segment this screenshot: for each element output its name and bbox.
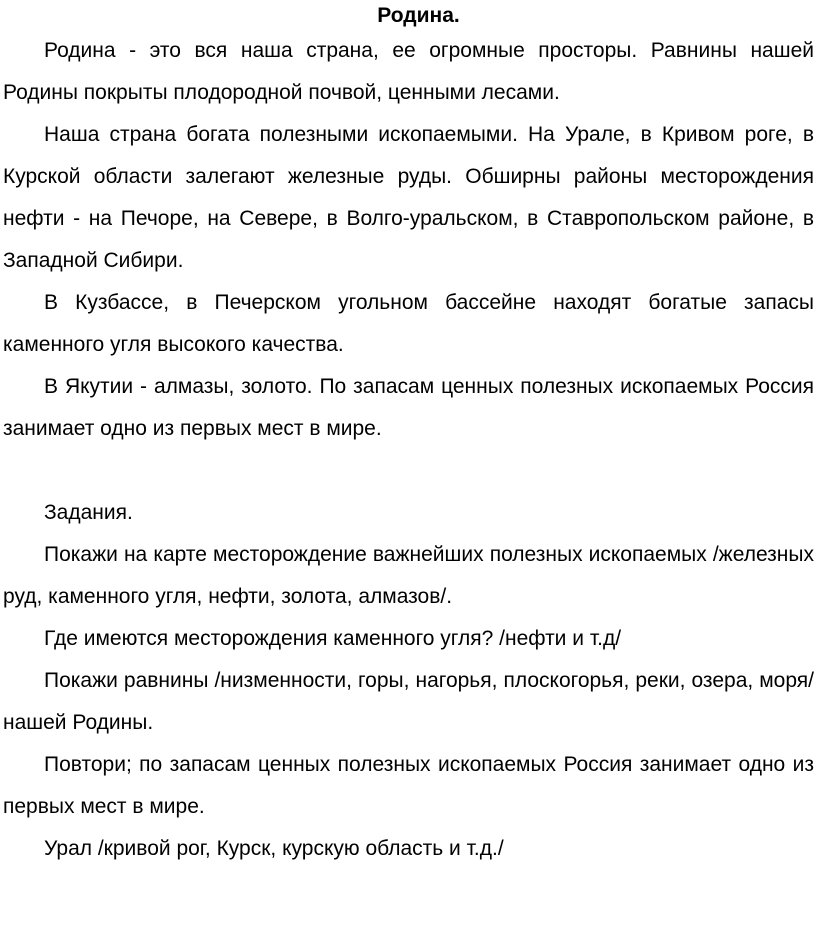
paragraph-coal: В Кузбассе, в Печерском угольном бассейне находят богатые запасы каменного угля высокого качества. [3,291,814,356]
document-page [3,0,814,870]
blank-line [3,450,814,492]
task-item-repeat: Повтори; по запасам ценных полезных ископаемых Россия занимает одно из первых мест в мире. [3,753,814,818]
paragraph-motherland: Родина - это вся наша страна, ее огромные просторы. Равнины нашей Родины покрыты плодородной почвой, ценными лесами. [3,39,814,104]
document-title: Родина. [377,4,460,27]
task-item-coal: Где имеются месторождения каменного угля? /нефти и т.д/ [44,627,622,650]
tasks-heading: Задания. [44,501,133,524]
task-item-plains: Покажи равнины /низменности, горы, нагорья, плоскогорья, реки, озера, моря/ нашей Родины. [3,669,814,734]
task-item-ural: Урал /кривой рог, Курск, курскую область и т.д./ [44,837,504,860]
paragraph-yakutia: В Якутии - алмазы, золото. По запасам ценных полезных ископаемых Россия занимает одно из первых мест в мире. [3,375,814,440]
task-item-map: Покажи на карте месторождение важнейших полезных ископаемых /железных руд, каменного угля, нефти, золота, алмазов/. [3,543,814,608]
paragraph-minerals: Наша страна богата полезными ископаемыми. На Урале, в Кривом роге, в Курской области залегают железные руды. Обширны районы месторождения нефти - на Печоре, на Севере, в Волго-уральском, в Ставропольском районе, в Западной Сибири. [3,123,814,272]
